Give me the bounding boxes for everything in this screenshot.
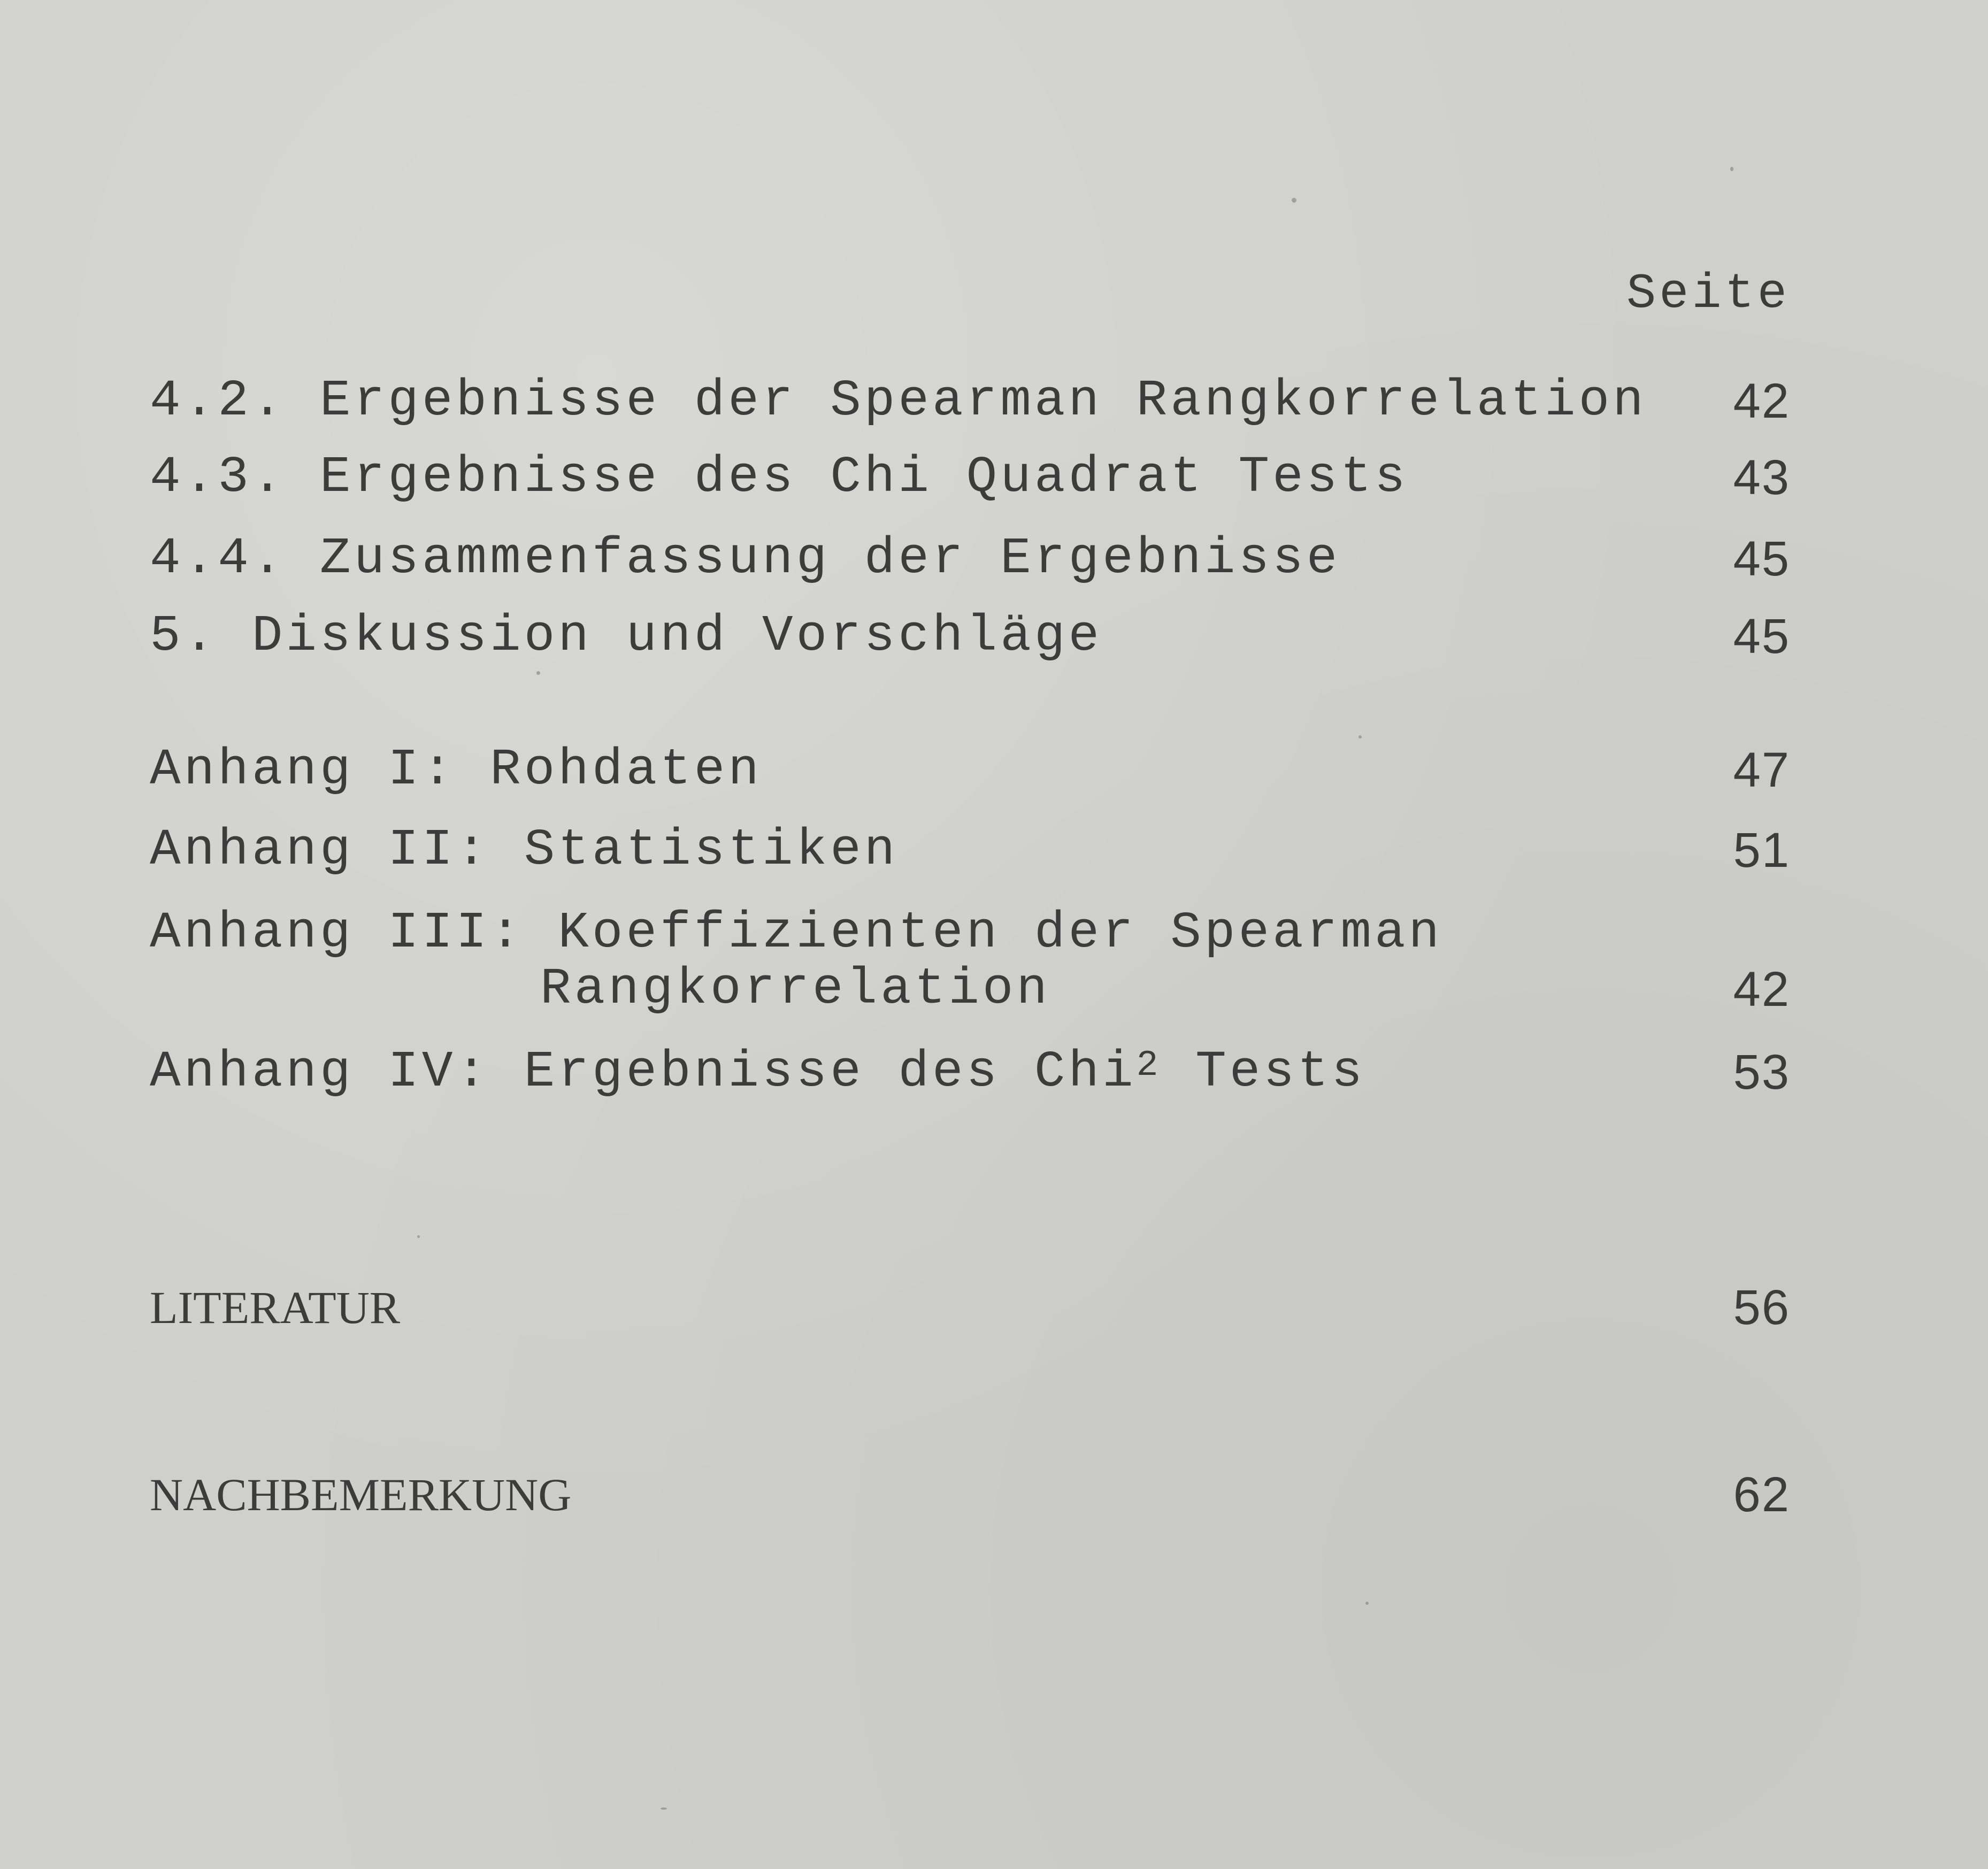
toc-entry-page: 43 [1733,450,1790,505]
toc-entry [0,369,1988,433]
toc-appendix [0,901,1988,965]
toc-entry-title: 4.4. Zusammenfassung der Ergebnisse [150,529,1341,588]
toc-literatur [0,1275,1988,1340]
toc-appendix [0,1040,1988,1104]
toc-entry-page: 42 [1733,374,1790,428]
toc-appendix-title-prefix: Anhang IV: Ergebnisse des Chi [150,1043,1137,1101]
page-column-heading: Seite [1626,266,1790,322]
toc-appendix [0,738,1988,802]
toc-entry [0,527,1988,591]
paper-speck [1365,1602,1369,1605]
toc-appendix-page: 42 [1733,962,1790,1017]
paper-speck [1730,167,1733,171]
toc-appendix-page: 47 [1733,743,1790,797]
toc-appendix-title: Anhang I: Rohdaten [150,741,762,799]
toc-entry-title: 5. Diskussion und Vorschläge [150,607,1103,665]
toc-appendix-page: 53 [1733,1045,1790,1099]
toc-entry-title: 4.3. Ergebnisse des Chi Quadrat Tests [150,448,1409,506]
toc-entry [0,445,1988,510]
toc-entry-page: 45 [1733,609,1790,664]
toc-appendix-page: 51 [1733,823,1790,878]
toc-literatur-page: 56 [1733,1280,1790,1335]
toc-entry-title: 4.2. Ergebnisse der Spearman Rangkorrelation [150,372,1647,430]
toc-nachbemerkung [0,1463,1988,1527]
toc-appendix [0,818,1988,882]
superscript-two: 2 [1136,1045,1162,1086]
toc-appendix-title [150,1040,1365,1109]
paper-speck [536,671,540,675]
toc-appendix-title: Anhang II: Statistiken [150,821,899,879]
toc-appendix-title-line2: Rangkorrelation [540,960,1051,1018]
toc-entry-page: 45 [1733,532,1790,586]
toc-appendix-title-suffix: Tests [1161,1043,1366,1101]
paper-speck [417,1235,420,1238]
toc-entry [0,604,1988,668]
toc-appendix-continuation [0,957,1988,1021]
toc-appendix-title-line1: Anhang III: Koeffizienten der Spearman [150,904,1443,962]
toc-nachbemerkung-page: 62 [1733,1467,1790,1522]
toc-nachbemerkung-title: NACHBEMERKUNG [150,1469,572,1520]
paper-speck [1292,198,1296,203]
toc-literatur-title: LITERATUR [150,1282,401,1333]
paper-speck [661,1808,667,1810]
